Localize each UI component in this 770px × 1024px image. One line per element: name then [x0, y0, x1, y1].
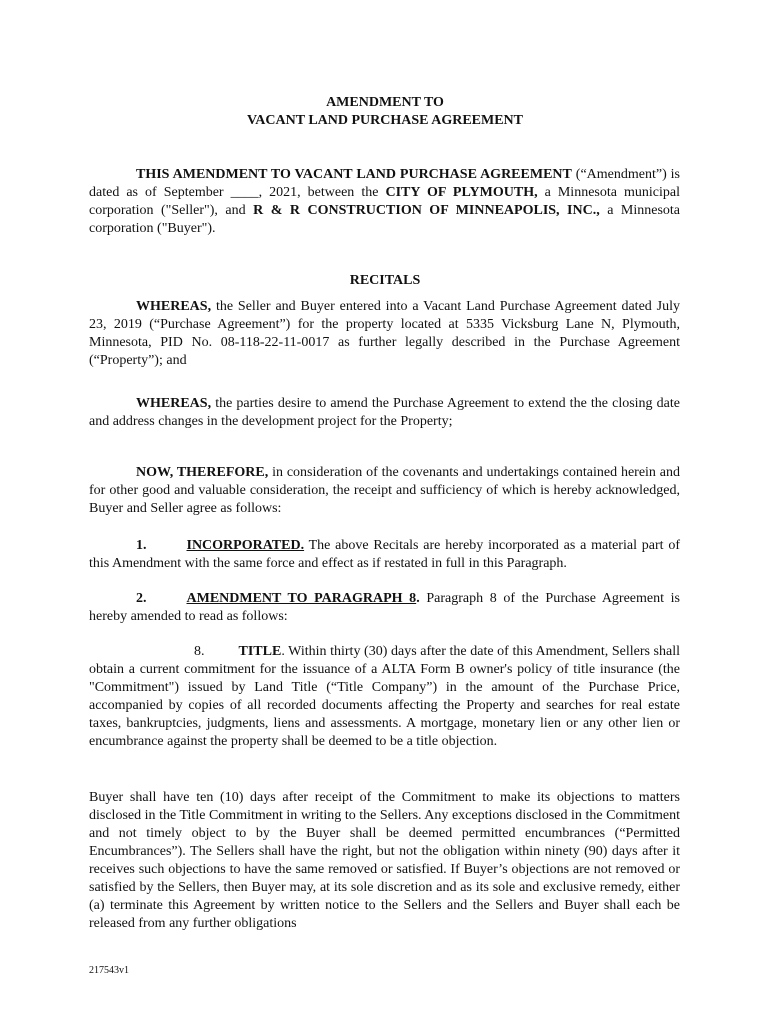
intro-buyer: R & R CONSTRUCTION OF MINNEAPOLIS, INC., — [253, 203, 600, 218]
intro-text1: (“Amendment”) is dated as of September ____, 2021, between the — [89, 167, 681, 200]
section-2-number: 2. — [136, 591, 147, 606]
intro-paragraph — [89, 166, 680, 238]
section-1-text: The above Recitals are hereby incorporated as a material part of this Amendment with the same force and effect as if restated in full in this Paragraph. — [89, 538, 680, 571]
whereas1-label: WHEREAS, — [136, 299, 212, 314]
section-1-number: 1. — [136, 538, 147, 553]
buyer-objections-paragraph: Buyer shall have ten (10) days after receipt of the Commitment to make its objections to matters disclosed in the Title Commitment in writing to the Sellers. Any exceptions disclosed in the Commitment and not timely object to by the Buyer shall be deemed permitted encumbrances (“Permitted Encumbrances”). The Sellers shall have the right, but not the obligation within ninety (90) days after it receives such objections to have the same removed or satisfied. If Buyer’s objections are not removed or satisfied by the Sellers, then Buyer may, at its sole discretion and as its sole and exclusive remedy, either (a) terminate this Agreement by written notice to the Sellers and the Sellers and Buyer shall each be released from any further obligations — [89, 790, 680, 931]
intro-lead: THIS AMENDMENT TO VACANT LAND PURCHASE AGREEMENT — [136, 167, 572, 182]
para8-number: 8. — [194, 644, 205, 659]
paragraph-8-title — [89, 643, 680, 751]
section-2-heading: AMENDMENT TO PARAGRAPH 8 — [186, 591, 417, 606]
section-2-text: Paragraph 8 of the Purchase Agreement is hereby amended to read as follows: — [89, 591, 680, 624]
doc-title-line1: AMENDMENT TO — [326, 95, 444, 110]
doc-title-line2: VACANT LAND PURCHASE AGREEMENT — [246, 113, 524, 128]
doc-footer-id: 217543v1 — [89, 965, 129, 976]
intro-city: CITY OF PLYMOUTH, — [385, 185, 538, 200]
section-1 — [89, 537, 680, 573]
now-therefore-label: NOW, THEREFORE, — [136, 465, 269, 480]
section-1-heading: INCORPORATED. — [186, 538, 305, 553]
now-therefore-text: in consideration of the covenants and undertakings contained herein and for other good and valuable consideration, the receipt and sufficiency of which is hereby acknowledged, Buyer and Seller agree as follows: — [89, 465, 681, 516]
intro-text2: a Minnesota municipal corporation ("Seller"), and — [89, 185, 680, 218]
whereas2-label: WHEREAS, — [136, 396, 212, 411]
para8-text: . Within thirty (30) days after the date of this Amendment, Sellers shall obtain a current commitment for the issuance of a ALTA Form B owner's policy of title insurance (the "Commitment") issued by Land Title (“Title Company”) in the amount of the Purchase Price, accompanied by copies of all recorded documents affecting the Property and searches for real estate taxes, bankruptcies, judgments, liens and assessments. A mortgage, monetary lien or any other lien or encumbrance against the property shall be deemed to be a title objection. — [89, 644, 680, 749]
now-therefore-paragraph — [89, 464, 680, 518]
section-2-period: . — [416, 591, 420, 606]
section-2 — [89, 590, 680, 626]
recitals-heading: RECITALS — [349, 273, 421, 288]
whereas2-text: the parties desire to amend the Purchase Agreement to extend the the closing date and address changes in the development project for the Property; — [89, 396, 680, 429]
whereas-paragraph-2 — [89, 395, 680, 431]
whereas-paragraph-1 — [89, 298, 680, 370]
whereas1-text: the Seller and Buyer entered into a Vacant Land Purchase Agreement dated July 23, 2019 (“Purchase Agreement”) for the property located at 5335 Vicksburg Lane N, Plymouth, Minnesota, PID No. 08-118-22-11-0017 as further legally described in the Purchase Agreement (“Property”); and — [89, 299, 680, 368]
intro-text3: a Minnesota corporation ("Buyer"). — [89, 203, 681, 236]
para8-heading: TITLE — [238, 644, 282, 659]
